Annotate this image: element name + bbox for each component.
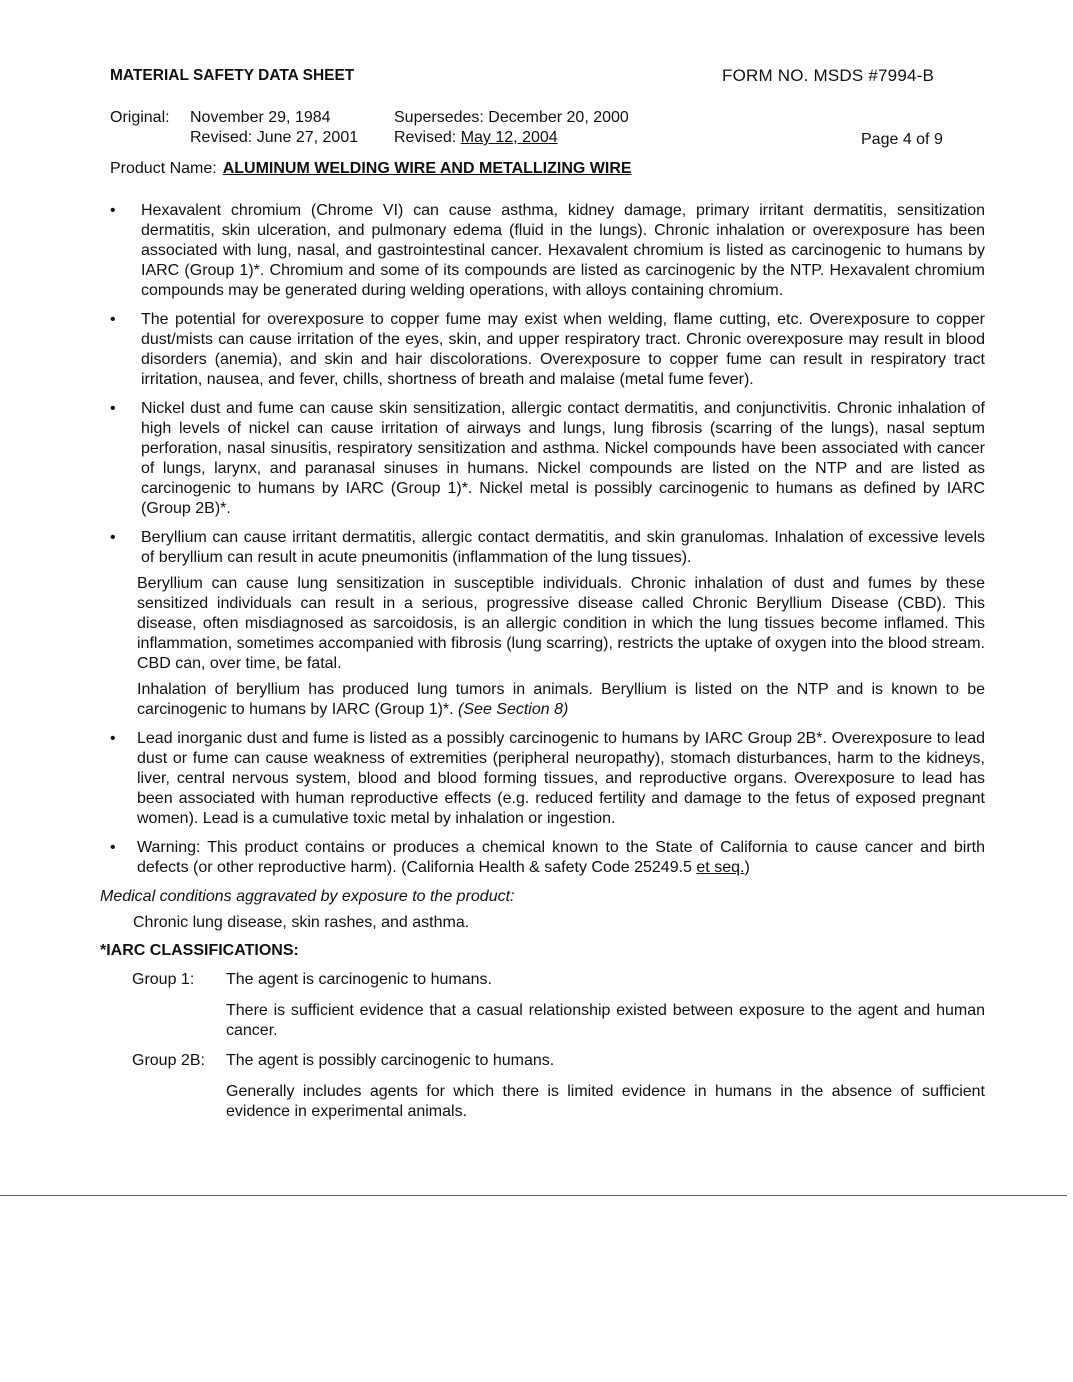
original-label: Original: — [110, 109, 170, 126]
revision-dates — [110, 108, 629, 148]
group-note: There is sufficient evidence that a casual relationship existed between exposure to the agent and human cancer. — [226, 1002, 985, 1039]
bullet-text: Nickel dust and fume can cause skin sensitization, allergic contact dermatitis, and conjunctivitis. Chronic inhalation of high levels of nickel can cause irritation of airways and lungs, lung fibrosis (scarring of the lungs), nasal septum perforation, nasal sinusitis, respiratory sensitization and asthma. Nickel compounds have been associated with cancer of lungs, larynx, and paranasal sinuses in humans. Nickel compounds are listed on the NTP and are listed as carcinogenic to humans by IARC (Group 1)*. Nickel metal is possibly carcinogenic to humans as defined by IARC (Group 2B)*. — [141, 400, 985, 517]
bullet-icon: • — [110, 839, 116, 856]
bullet-icon: • — [110, 400, 116, 417]
bullet-text: Beryllium can cause irritant dermatitis, allergic contact dermatitis, and skin granulomas. Inhalation of excessive levels of beryllium can result in acute pneumonitis (inflammation of the lung tissues). — [141, 529, 985, 566]
bullet-text: Hexavalent chromium (Chrome VI) can cause asthma, kidney damage, primary irritant dermatitis, sensitization dermatitis, skin ulceration, and pulmonary edema (fluid in the lungs). Chronic inhalation or overexposure has been associated with lung, nasal, and gastrointestinal cancer. Hexavalent chromium is listed as carcinogenic to humans by IARC (Group 1)*. Chromium and some of its compounds are listed as carcinogenic by the NTP. Hexavalent chromium compounds may be generated during welding operations, with alloys containing chromium. — [141, 202, 985, 299]
group-label: Group 1: — [132, 971, 195, 988]
list-item-chromium — [100, 201, 985, 301]
beryllium-paragraph-carcinogen — [100, 680, 985, 720]
sheet-title: MATERIAL SAFETY DATA SHEET — [110, 67, 355, 84]
product-label: Product Name: — [110, 160, 217, 177]
original-date: November 29, 1984 — [190, 109, 331, 126]
group-note: Generally includes agents for which there is limited evidence in humans in the absence of sufficient evidence in experimental animals. — [226, 1083, 985, 1120]
list-item-lead — [100, 729, 985, 829]
product-line — [110, 159, 632, 179]
bullet-icon: • — [110, 730, 116, 747]
section-reference: (See Section 8) — [458, 701, 569, 718]
group-description: The agent is carcinogenic to humans. — [226, 971, 492, 988]
beryllium-carcinogen-text: Inhalation of beryllium has produced lung tumors in animals. Beryllium is listed on the NTP and is known to be carcinogenic to humans by IARC (Group 1)*. — [137, 681, 985, 718]
bullet-icon: • — [110, 311, 116, 328]
list-item-beryllium — [100, 528, 985, 568]
medical-conditions-heading: Medical conditions aggravated by exposure to the product: — [100, 888, 515, 905]
bullet-text: The potential for overexposure to copper fume may exist when welding, flame cutting, etc. Overexposure to copper dust/mists can cause irritation of the eyes, skin, and upper respiratory tract. Chronic overexposure may result in blood disorders (anemia), and skin and hair discolorations. Overexposure to copper fume can result in respiratory tract irritation, nausea, and fever, chills, shortness of breath and malaise (metal fume fever). — [141, 311, 985, 388]
revised-label-2: Revised: — [394, 129, 457, 146]
footer-divider — [0, 1195, 1067, 1196]
iarc-group-1 — [100, 970, 985, 1041]
revised-date-2: May 12, 2004 — [460, 129, 558, 146]
iarc-group-2b — [100, 1051, 985, 1122]
beryllium-paragraph-cbd: Beryllium can cause lung sensitization in susceptible individuals. Chronic inhalation of dust and fumes by these sensitized individuals can result in a serious, progressive disease called Chronic Beryllium Disease (CBD). This disease, often misdiagnosed as sarcoidosis, is an allergic condition in which the lung tissues become inflamed. This inflammation, sometimes accompanied with fibrosis (lung scarring), restricts the uptake of oxygen into the blood stream. CBD can, over time, be fatal. — [137, 575, 985, 672]
warning-close: ) — [744, 859, 750, 876]
iarc-heading: *IARC CLASSIFICATIONS: — [100, 942, 299, 959]
form-number: FORM NO. MSDS #7994-B — [722, 66, 935, 85]
page-number: Page 4 of 9 — [861, 131, 943, 148]
medical-conditions-text: Chronic lung disease, skin rashes, and asthma. — [133, 914, 470, 931]
bullet-icon: • — [110, 202, 116, 219]
bullet-text: Lead inorganic dust and fume is listed as a possibly carcinogenic to humans by IARC Group 2B*. Overexposure to lead dust or fume can cause weakness of extremities (peripheral neuropathy), stomach disturbances, harm to the kidneys, liver, central nervous system, blood and blood forming tissues, and reproductive organs. Overexposure to lead has been associated with human reproductive effects (e.g. reduced fertility and damage to the fetus of exposed pregnant women). Lead is a cumulative toxic metal by inhalation or ingestion. — [137, 730, 985, 827]
group-label: Group 2B: — [132, 1052, 205, 1069]
revised-text-1: Revised: June 27, 2001 — [190, 129, 359, 146]
warning-text: Warning: This product contains or produces a chemical known to the State of California to cause cancer and birth defects (or other reproductive harm). (California Health & safety Code 25249.5 — [137, 839, 985, 876]
health-effects-content — [100, 201, 985, 1132]
bullet-icon: • — [110, 529, 116, 546]
list-item-copper — [100, 310, 985, 390]
product-name: ALUMINUM WELDING WIRE AND METALLIZING WIRE — [222, 160, 632, 177]
list-item-nickel — [100, 399, 985, 519]
et-seq: et seq. — [696, 859, 745, 876]
list-item-warning — [100, 838, 985, 878]
supersedes-text: Supersedes: December 20, 2000 — [394, 109, 629, 126]
group-description: The agent is possibly carcinogenic to humans. — [226, 1052, 555, 1069]
